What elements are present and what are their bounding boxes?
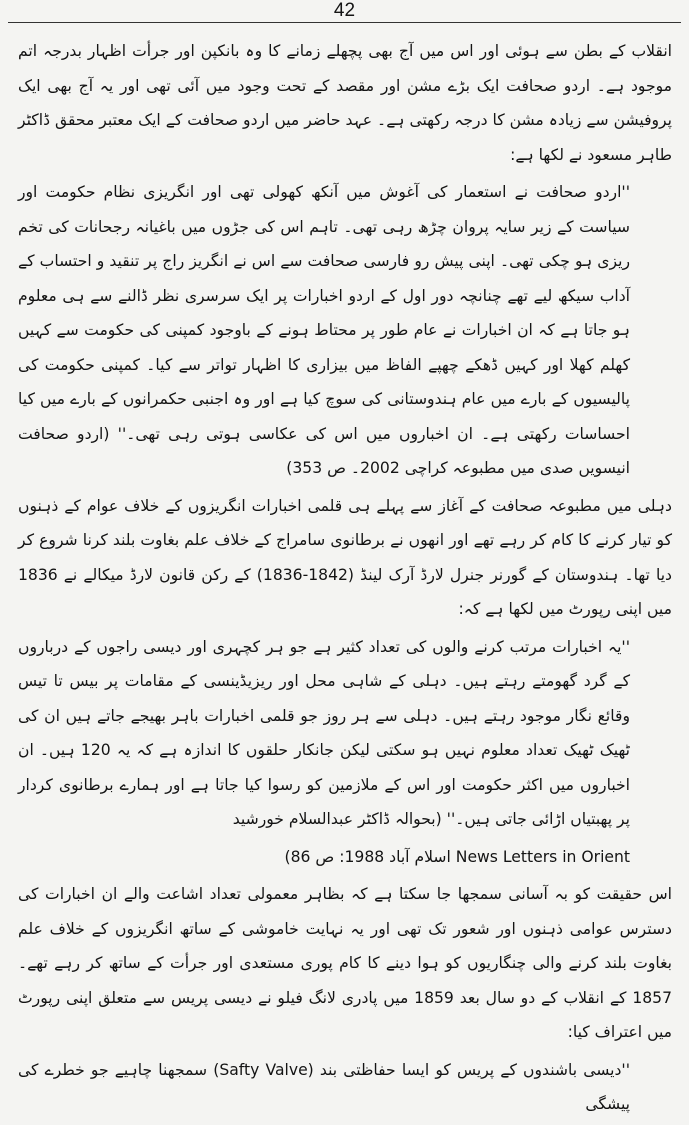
block-quote: ''دیسی باشندوں کے پریس کو ایسا حفاظتی بند (Safty Valve) سمجھنا چاہیے جو خطرے کی پیشگی xyxy=(18,1060,630,1113)
paragraph: اس حقیقت کو بہ آسانی سمجھا جا سکتا ہے کہ بظاہر معمولی تعداد اشاعت والے ان اخبارات کی دسترس عوامی ذہنوں اور شعور تک تھی اور یہ نہایت خاموشی کے ساتھ انگریزوں کے خلاف علم بغاوت بلند کرنے والی چنگاریوں کو ہوا دینے کا کام پوری مستعدی اور جرأت کے ساتھ کر رہے تھے۔ 1857 کے انقلاب کے دو سال بعد 1859 میں پادری لانگ فیلو نے دیسی پریس سے متعلق اپنی رپورٹ میں اعتراف کیا: xyxy=(18,885,672,1041)
citation-line: News Letters in Orient اسلام آباد 1988: ص 86) xyxy=(284,847,630,866)
page-number: 42 xyxy=(333,0,356,21)
paragraph: انقلاب کے بطن سے ہوئی اور اس میں آج بھی پچھلے زمانے کا وہ بانکپن اور جرأت اظہار بدرجہ اتم موجود ہے۔ اردو صحافت ایک بڑے مشن اور مقصد کے تحت وجود میں آئی تھی اور یہ آج بھی ایک پروفیشن سے زیادہ مشن کا درجہ رکھتی ہے۔ عہد حاضر میں اردو صحافت کے ایک معتبر محقق ڈاکٹر طاہر مسعود نے لکھا ہے: xyxy=(18,42,672,164)
body-text xyxy=(18,34,672,1125)
header-rule xyxy=(8,22,681,23)
paragraph: دہلی میں مطبوعہ صحافت کے آغاز سے پہلے ہی قلمی اخبارات انگریزوں کے خلاف عوام کے ذہنوں کو تیار کرنے کا کام کر رہے تھے اور انھوں نے برطانوی سامراج کے خلاف علم بغاوت بلند کرنا شروع کر دیا تھا۔ ہندوستان کے گورنر جنرل لارڈ آرک لینڈ (1842-1836) کے رکن قانون لارڈ میکالے نے 1836 میں اپنی رپورٹ میں لکھا ہے کہ: xyxy=(18,496,673,618)
block-quote: ''یہ اخبارات مرتب کرنے والوں کی تعداد کثیر ہے جو ہر کچہری اور دیسی راجوں کے درباروں کے گرد گھومتے رہتے ہیں۔ دہلی کے شاہی محل اور ریزیڈینسی کے مقامات پر بیس تا تیس وقائع نگار موجود رہتے ہیں۔ دہلی سے ہر روز جو قلمی اخبارات باہر بھیجے جاتے ہیں ان کی ٹھیک ٹھیک تعداد معلوم نہیں ہو سکتی لیکن جانکار حلقوں کا اندازہ ہے کہ یہ 120 ہیں۔ ان اخباروں میں اکثر حکومت اور اس کے ملازمین کو رسوا کیا جاتا ہے اور ہمارے برطانوی کردار پر پھبتیاں اڑائی جاتی ہیں۔'' (بحوالہ ڈاکٹر عبدالسلام خورشید xyxy=(18,637,630,828)
block-quote: ''اردو صحافت نے استعمار کی آغوش میں آنکھ کھولی تھی اور انگریزی نظام حکومت اور سیاست کے زیر سایہ پروان چڑھ رہی تھی۔ تاہم اس کی جڑوں میں باغیانہ رجحانات کی تخم ریزی ہو چکی تھی۔ اپنی پیش رو فارسی صحافت سے اس نے انگریز راج پر تنقید و احتساب کے آداب سیکھ لیے تھے چنانچہ دور اول کے اردو اخبارات پر ایک سرسری نظر ڈالنے سے ہی معلوم ہو جاتا ہے کہ ان اخبارات نے عام طور پر محتاط ہونے کے باوجود کمپنی کی حکومت سے کہیں کھلم کھلا اور کہیں ڈھکے چھپے الفاظ میں بیزاری کا اظہار تواتر سے کیا۔ کمپنی حکومت کی پالیسیوں کے بارے میں عام ہندوستانی کی سوچ کیا ہے اور وہ اجنبی حکمرانوں کے بارے میں کیا احساسات رکھتی ہے۔ ان اخباروں میں اس کی عکاسی ہوتی رہی تھی۔'' (اردو صحافت انیسویں صدی میں مطبوعہ کراچی 2002۔ ص 353) xyxy=(18,183,630,477)
